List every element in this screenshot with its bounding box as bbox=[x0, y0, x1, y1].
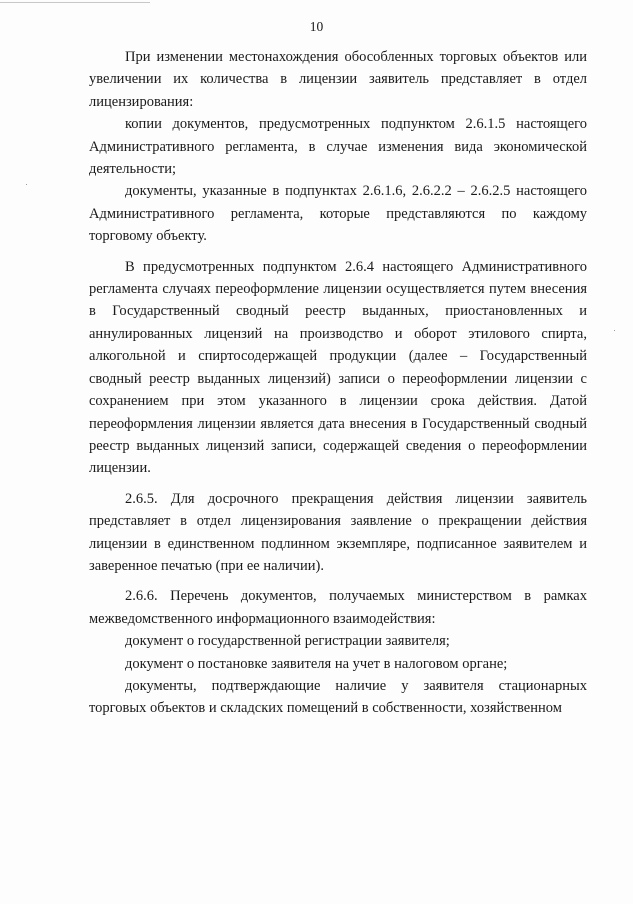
paragraph: документ о государственной регистрации заявителя; bbox=[125, 633, 450, 650]
paragraph: документы, подтверждающие наличие у заявителя стационарных торговых объектов и складских помещений в собственности, хозяйственном bbox=[89, 677, 587, 717]
paragraph: При изменении местонахождения обособленных торговых объектов или увеличении их количества в лицензии заявитель представляет в отдел лицензирования: bbox=[89, 49, 587, 110]
paragraph: документ о постановке заявителя на учет в налоговом органе; bbox=[125, 655, 508, 672]
scan-artifact-line bbox=[0, 2, 150, 3]
paragraph: В предусмотренных подпунктом 2.6.4 настоящего Административного регламента случаях переоформление лицензии осуществляется путем внесения в Государственный сводный реестр выданных, приостановленных и аннулированных лицензий на производство и оборот этилового спирта, алкогольной и спиртосодержащей продукции (далее – Государственный сводный реестр выданных лицензий) записи о переоформлении лицензии с сохранением при этом указанного в лицензии срока действия. Датой переоформления лицензии является дата внесения в Государственный сводный реестр выданных лицензий записи, содержащей сведения о переоформлении лицензии. bbox=[89, 258, 587, 477]
paragraph: документы, указанные в подпунктах 2.6.1.6, 2.6.2.2 – 2.6.2.5 настоящего Административного регламента, которые представляются по каждому торговому объекту. bbox=[89, 183, 587, 245]
paragraph: 2.6.6. Перечень документов, получаемых министерством в рамках межведомственного информационного взаимодействия: bbox=[89, 588, 587, 627]
paragraph: 2.6.5. Для досрочного прекращения действия лицензии заявитель представляет в отдел лицензирования заявление о прекращении действия лицензии в единственном подлинном экземпляре, подписанное заявителем и заверенное печатью (при ее наличии). bbox=[89, 490, 587, 574]
scan-speck bbox=[26, 184, 27, 185]
page-number: 10 bbox=[309, 19, 324, 34]
scan-speck bbox=[614, 330, 615, 331]
paragraph: копии документов, предусмотренных подпунктом 2.6.1.5 настоящего Административного регламента, в случае изменения вида экономической деятельности; bbox=[89, 116, 587, 178]
document-body bbox=[89, 46, 587, 720]
